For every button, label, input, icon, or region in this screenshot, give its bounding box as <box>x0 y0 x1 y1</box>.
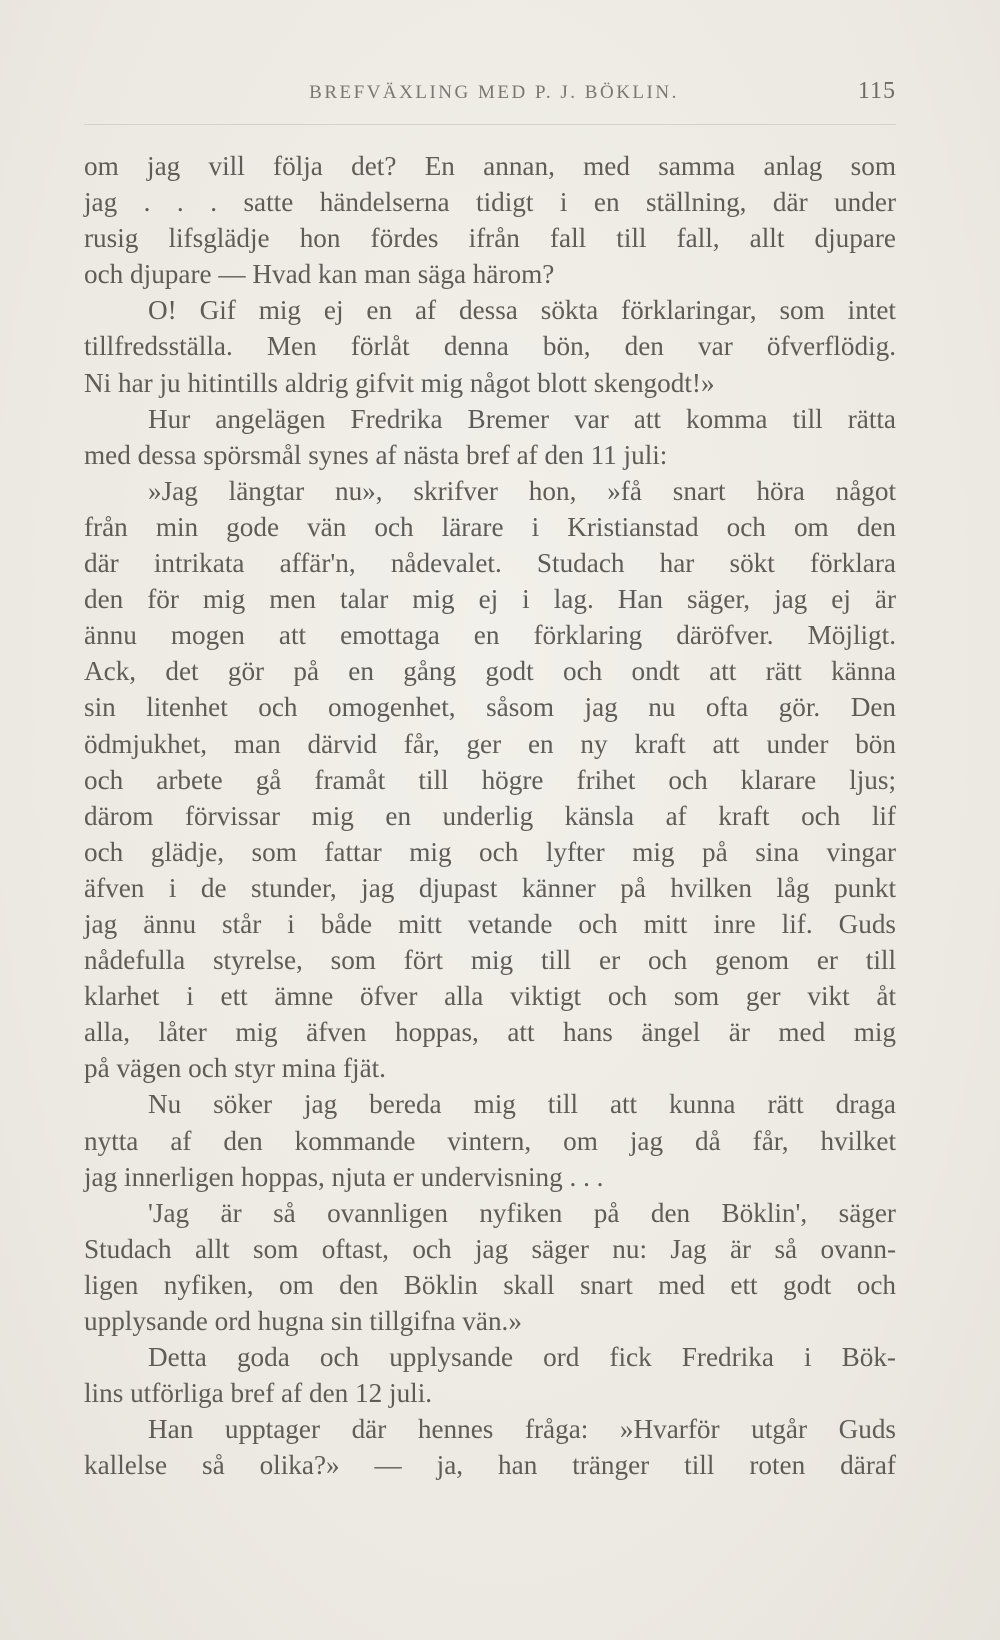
page-number: 115 <box>857 78 896 104</box>
text-line: om jag vill följa det? En annan, med samma anlag som <box>84 151 896 181</box>
text-line: ännu mogen att emottaga en förklaring däröfver. Möjligt. <box>84 620 896 651</box>
text-line: jag ännu står i både mitt vetande och mitt inre lif. Guds <box>84 908 896 939</box>
text-line: alla, låter mig äfven hoppas, att hans ängel är med mig <box>84 1017 896 1048</box>
text-line: sin litenhet och omogenhet, såsom jag nu ofta gör. Den <box>84 692 896 723</box>
text-line: nådefulla styrelse, som fört mig till er och genom er till <box>84 945 896 976</box>
text-line: Nu söker jag bereda mig till att kunna rätt draga <box>148 1089 896 1120</box>
text-line: från min gode vän och lärare i Kristianstad och om den <box>84 511 896 542</box>
text-line: jag innerligen hoppas, njuta er undervisning . . . <box>84 1161 604 1192</box>
text-line: och djupare — Hvad kan man säga härom? <box>84 259 555 290</box>
text-line: Hur angelägen Fredrika Bremer var att komma till rätta <box>148 403 896 434</box>
text-line: där intrikata affär'n, nådevalet. Studach har sökt förklara <box>84 548 896 579</box>
text-line: Han upptager där hennes fråga: »Hvarför utgår Guds <box>148 1414 896 1445</box>
text-line: den för mig men talar mig ej i lag. Han säger, jag ej är <box>84 584 896 615</box>
text-line: med dessa spörsmål synes af nästa bref af den 11 juli: <box>84 439 668 470</box>
text-line: klarhet i ett ämne öfver alla viktigt och som ger vikt åt <box>84 981 896 1012</box>
text-line: rusig lifsglädje hon fördes ifrån fall till fall, allt djupare <box>84 223 896 254</box>
text-line: upplysande ord hugna sin tillgifna vän.» <box>84 1306 522 1336</box>
header-rule <box>84 124 896 125</box>
text-line: lins utförliga bref af den 12 juli. <box>84 1378 433 1409</box>
text-line: på vägen och styr mina fjät. <box>84 1053 386 1084</box>
body-text <box>84 148 896 1483</box>
text-line: och arbete gå framåt till högre frihet och klarare ljus; <box>84 764 896 795</box>
text-line: 'Jag är så ovannligen nyfiken på den Böklin', säger <box>148 1197 896 1228</box>
text-line: Detta goda och upplysande ord fick Fredrika i Bök- <box>148 1342 896 1373</box>
running-head <box>84 78 896 108</box>
text-line: »Jag längtar nu», skrifver hon, »få snart höra något <box>148 475 896 506</box>
running-title: BREFVÄXLING MED P. J. BÖKLIN. <box>309 82 679 103</box>
text-line: kallelse så olika?» — ja, han tränger till roten däraf <box>84 1450 896 1481</box>
text-line: Ack, det gör på en gång godt och ondt att rätt känna <box>84 656 896 687</box>
text-line: nytta af den kommande vintern, om jag då får, hvilket <box>84 1125 896 1156</box>
text-line: ligen nyfiken, om den Böklin skall snart med ett godt och <box>84 1269 896 1300</box>
text-line: tillfredsställa. Men förlåt denna bön, den var öfverflödig. <box>84 331 896 362</box>
text-line: äfven i de stunder, jag djupast känner på hvilken låg punkt <box>84 872 896 903</box>
text-line: Studach allt som oftast, och jag säger nu: Jag är så ovann- <box>84 1233 896 1264</box>
text-line: ödmjukhet, man därvid får, ger en ny kraft att under bön <box>84 728 896 759</box>
text-line: O! Gif mig ej en af dessa sökta förklaringar, som intet <box>148 295 896 326</box>
text-line: därom förvissar mig en underlig känsla af kraft och lif <box>84 800 896 831</box>
text-line: jag . . . satte händelserna tidigt i en ställning, där under <box>84 187 896 218</box>
text-line: Ni har ju hitintills aldrig gifvit mig något blott skengodt!» <box>84 367 715 398</box>
text-line: och glädje, som fattar mig och lyfter mig på sina vingar <box>84 836 896 867</box>
